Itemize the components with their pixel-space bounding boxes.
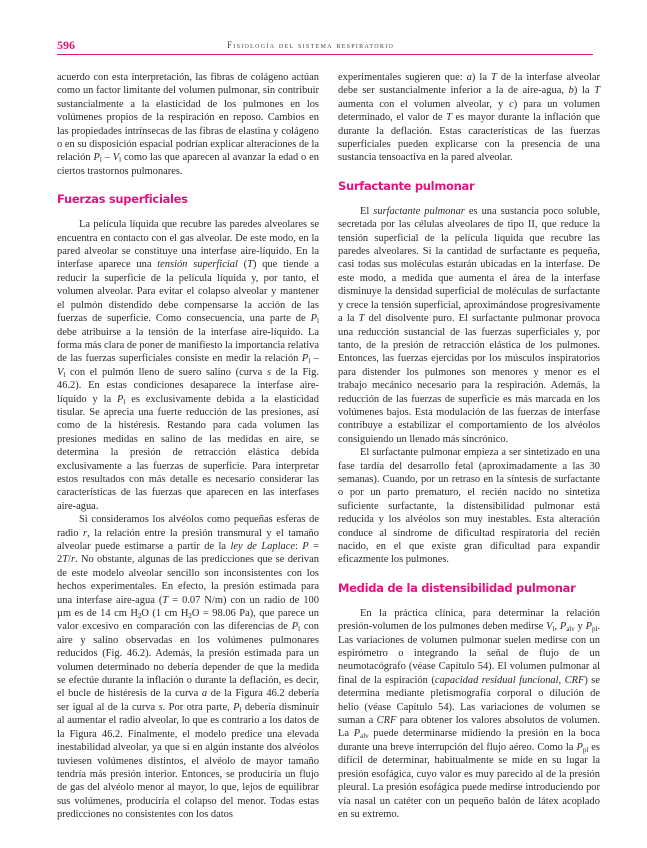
left-column: [57, 71, 319, 822]
subscript: 2: [188, 612, 192, 621]
paragraph-collagen: [57, 71, 319, 178]
text-run: de la Fig. 46.2). En estas condiciones desaparece la interfase aire-líquido y la: [57, 366, 319, 405]
subscript: l: [317, 317, 319, 326]
italic-run: T: [358, 313, 365, 325]
text-run: es una sustancia poco soluble, secretada por las células alveolares de tipo II, que reduce la tensión superficial de la película líquida que recubre las paredes alveolares. Si la cantidad de surfactante es pequeña, casi todas sus moléculas estarán ubicadas en la interfase. De este modo, a medida que aumenta el área de la interfase disminuye la densidad superficial de moléculas de surfactante y crece la tensión superficial, aproximándose progresivamente a la: [338, 205, 601, 325]
italic-run: s: [266, 366, 272, 378]
subscript: l: [119, 156, 122, 165]
italic-run: T: [247, 259, 253, 271]
subscript: alv: [360, 732, 369, 741]
heading-medida-distensibilidad: Medida de la distensibilidad pulmonar: [338, 580, 576, 595]
text-run: ) se determina mediante pletismografía corporal o dilución de helio (véase Capítulo 54). Las variaciones de volumen se suman a: [338, 674, 600, 727]
paragraph-measurement: [338, 607, 600, 822]
text-run: . Por otra parte,: [162, 701, 234, 713]
variable: V: [112, 152, 120, 164]
italic-run: c: [509, 98, 514, 110]
header-rule: [57, 54, 593, 55]
variable: P: [117, 393, 124, 405]
text-run: es exclusivamente debida a la elasticidad tisular. Se aprecia una fuerte reducción de las presiones, así como de la histéresis. Restando para cada volumen las presiones medidas en salino de las medidas en aire, se determina la presión de retracción elástica debida exclusivamente a las fuerzas de superficie. Para interpretar estos resultados con más detalle es necesario considerar las características de las fuerzas que aparecen en las interfases aire-agua.: [57, 393, 319, 512]
italic-run: T: [491, 72, 497, 83]
variable: P: [301, 353, 309, 365]
text-run: experimentales sugieren que:: [338, 72, 467, 83]
subscript: pl: [582, 745, 589, 754]
italic-run: T: [62, 554, 69, 566]
text-run: ) que tiende a reducir la superficie de la película líquida y, por tanto, el volumen alveolar. Para evitar el colapso alveolar y mantener el pulmón distendido debe compensarse la acción de las fuerzas de superficie. Como consecuencia, una parte de: [57, 259, 320, 325]
text-run: acuerdo con esta interpretación, las fibras de colágeno actúan como un factor limitante del volumen pulmonar, sin contribuir sustancialmente a la elasticidad de los pulmones en los volúmenes propios de la respiración en reposo. Cambios en las propiedades intrínsecas de las fibras de elastina y colágeno o en su disposición espacial podrían explicar alteraciones de la relación: [57, 72, 319, 164]
text-run: es mayor durante la inflación que durante la deflación. Estas características de las fuerzas superficiales pueden explicarse con la presencia de una sustancia tensoactiva en la pared alveolar.: [338, 112, 600, 164]
heading-surfactante-pulmonar: Surfactante pulmonar: [338, 178, 475, 193]
subscript: l: [298, 625, 301, 634]
text-run: de la interfase alveolar debe ser sustancialmente inferior a la de aire-agua,: [338, 72, 600, 97]
text-run: aumenta con el volumen alveolar, y: [338, 98, 510, 110]
text-run: –: [101, 152, 113, 164]
subscript: l: [239, 705, 242, 714]
running-head: Fisiología del sistema respiratorio: [227, 40, 395, 50]
paragraph-surface-film: [57, 218, 319, 513]
text-run: para obtener los valores absolutos de volumen. La: [338, 715, 600, 740]
text-run: ) la: [573, 85, 595, 97]
variable: P: [310, 313, 318, 325]
heading-fuerzas-superficiales: Fuerzas superficiales: [57, 192, 188, 207]
text-run: . Las variaciones de volumen pulmonar suelen medirse con un espirómetro o integrando la señal de flujo de un neumotacógrafo (véase Capítulo 54). El volumen pulmonar al final de la espiración (: [338, 621, 601, 686]
variable: P: [233, 701, 240, 713]
text-run: con el pulmón lleno de suero salino (curva: [65, 366, 267, 378]
italic-run: s: [158, 701, 163, 713]
paragraph-fetal: [338, 446, 600, 567]
right-column: [338, 71, 600, 821]
text-run: –: [310, 353, 319, 365]
text-run: (: [237, 259, 248, 271]
italic-run: CRF: [376, 715, 397, 727]
variable: P: [291, 621, 299, 633]
text-run: El: [360, 205, 374, 217]
text-run: del disolvente puro. El surfactante pulmonar provoca una reducción sustancial de las fuerzas superficiales y, por tanto, de la presión de retracción elástica de los pulmones. Entonces, las fuerzas ejercidas por los músculos inspiratorios para distender los pulmones son menores y menor es el trabajo mecánico necesario para la respiración. Además, la reducción de las fuerzas de superficie es más marcada en los volúmenes bajos. Esta modulación de las fuerzas de interfase contribuye a estabilizar el comportamiento de los alvéolos consiguiendo un llenado más sincrónico.: [338, 313, 600, 445]
text-run: = 0.07 N/m) con un radio de 100 µm es de 14 cm H: [57, 594, 319, 620]
italic-run: P: [302, 541, 309, 552]
text-run: de la Figura 46.2 debería ser igual al de la curva: [57, 688, 319, 713]
text-run: O (1 cm H: [141, 608, 189, 620]
text-run: ,: [554, 621, 560, 633]
text-run: ,: [558, 674, 565, 686]
text-run: La película líquida que recubre las paredes alveolares se encuentra en contacto con el gas alveolar. De este modo, en la pared alveolar se constituye una interfase aire-líquido. En la interfase aparece una: [57, 219, 319, 271]
italic-run: capacidad residual funcional: [434, 674, 559, 686]
italic-run: a: [466, 72, 472, 83]
text-run: es difícil de determinar, habitualmente se mide en su lugar la presión esofágica, cuyo valor es muy parecido al de la presión pleural. La presión esofágica puede medirse introduciendo por vía nasal un catéter con un pequeño balón de látex acoplado en su extremo.: [338, 741, 600, 820]
text-run: El surfactante pulmonar empieza a ser sintetizado en una fase tardía del desarrollo fetal (aproximadamente a las 30 semanas). Cuando, por un retraso en la síntesis de surfactante o por un parto prematuro, el recién nacido no sintetiza suficiente surfactante, la distensibilidad pulmonar está reducida y los alvéolos son muy inestables. Esta alteración conduce al síndrome de dificultad respiratoria del recién nacido, en el que existe gran dificultad para expandir eficazmente los pulmones.: [338, 447, 600, 566]
text-run: debería disminuir al aumentar el radio alveolar, lo que es contrario a los datos de la Figura 46.2. Finalmente, el modelo predice una elevada inestabilidad alveolar, ya que si en algún instante dos alvéolos tuviesen volúmenes distintos, el alvéolo de mayor tamaño tendría más presión interior. Entonces, se produciría un flujo de gas del alvéolo menor al mayor, lo que, lejos de equilibrar sus volúmenes, produciría el colapso del menor. Todas estas predicciones no consistentes con los datos: [57, 701, 319, 821]
italic-run: b: [568, 85, 574, 97]
italic-run: a: [201, 688, 208, 700]
italic-run: surfactante pulmonar: [373, 205, 465, 217]
subscript: l: [63, 370, 66, 379]
subscript: l: [308, 357, 311, 366]
variable: P: [353, 728, 361, 740]
paragraph-surfactant: [338, 205, 600, 446]
italic-run: ley de Laplace: [230, 541, 295, 552]
italic-run: tensión superficial: [157, 259, 238, 271]
paragraph-laplace: [57, 513, 319, 821]
subscript: l: [552, 625, 555, 634]
text-run: como las que aparecen al avanzar la edad o en ciertos trastornos pulmonares.: [57, 152, 319, 177]
text-run: , la relación entre la presión transmural y el tamaño alveolar puede estimarse a partir de la: [57, 527, 319, 552]
text-run: = 2: [57, 541, 319, 566]
paragraph-experimental: [338, 71, 600, 165]
text-run: . No obstante, algunas de las predicciones que se derivan de este modelo alveolar sencillo son inconsistentes con los hechos experimentales. En efecto, la presión estimada para una interfase aire-agua (: [57, 554, 319, 606]
text-run: :: [294, 541, 303, 552]
variable: P: [559, 621, 567, 633]
subscript: l: [123, 397, 126, 406]
text-run: En la práctica clínica, para determinar la relación presión-volumen de los pulmones deben medirse: [338, 607, 600, 633]
text-run: ) la: [471, 72, 492, 83]
subscript: alv: [566, 625, 575, 634]
text-run: con aire y salino observadas en los volúmenes pulmonares reducidos (Fig. 46.2). Además, la presión estimada para un volumen determinado no debería depender de que la medida se efectúe durante la inflación o durante la deflación, es decir, el bucle de histéresis de la curva: [57, 621, 319, 700]
text-run: O = 98.06 Pa), que parece un valor excesivo en comparación con las diferencias de: [57, 608, 319, 633]
subscript: 2: [137, 612, 142, 621]
italic-run: T: [594, 85, 600, 97]
text-run: puede determinarse midiendo la presión en la boca durante una breve interrupción del flujo aéreo. Como la: [338, 728, 601, 753]
variable: P: [93, 152, 100, 164]
italic-run: T: [162, 594, 169, 606]
text-run: debe atribuirse a la tensión de la interfase aire-líquido. La forma más clara de poner de manifiesto la importancia relativa de las fuerzas superficiales consiste en medir la relación: [57, 326, 319, 365]
italic-run: T: [446, 112, 452, 124]
variable: V: [57, 366, 64, 378]
variable: P: [576, 741, 583, 753]
text-run: /: [68, 554, 71, 566]
text-run: Si consideramos los alvéolos como pequeñas esferas de radio: [57, 514, 319, 539]
variable: V: [546, 621, 553, 633]
page-number: 596: [57, 38, 75, 52]
subscript: l: [99, 156, 102, 165]
italic-run: r: [83, 527, 88, 539]
subscript: pl: [591, 625, 598, 634]
italic-run: CRF: [564, 674, 585, 686]
text-run: y: [574, 621, 586, 633]
italic-run: r: [70, 554, 75, 566]
variable: P: [585, 621, 592, 633]
text-run: ) para un volumen determinado, el valor de: [338, 98, 600, 124]
